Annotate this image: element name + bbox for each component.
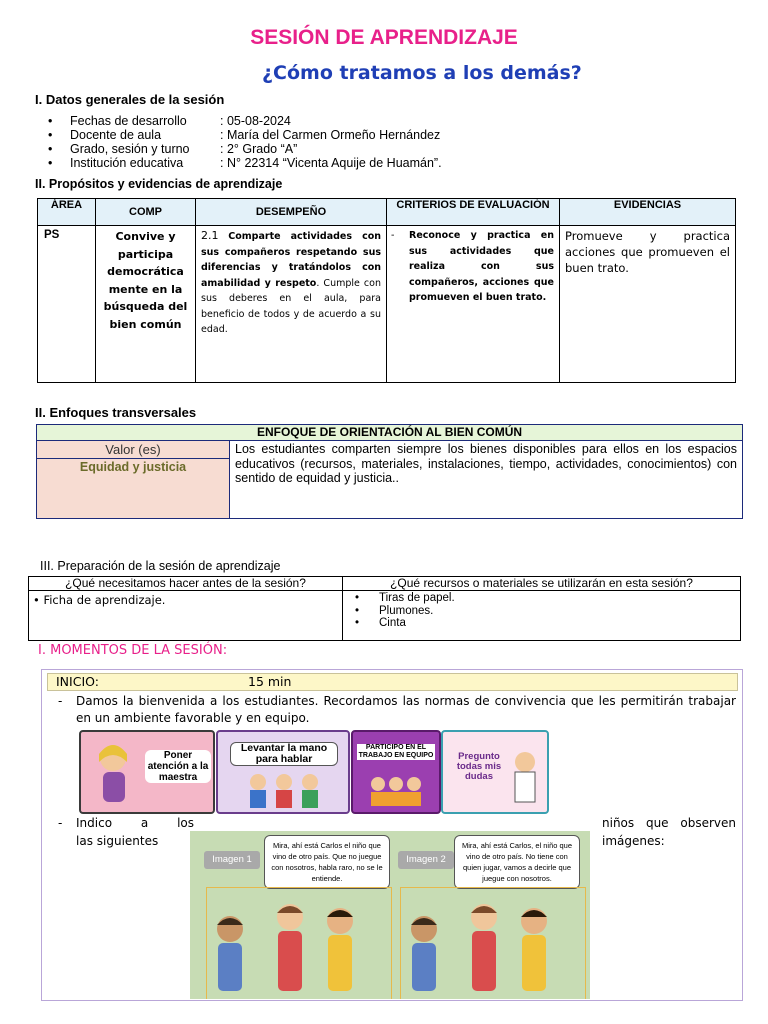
image2-label: Imagen 2 xyxy=(398,851,454,869)
list-item: • Tiras de papel. xyxy=(355,592,455,604)
valor-column xyxy=(37,441,230,518)
page-subtitle: ¿Cómo tratamos a los demás? xyxy=(262,62,582,84)
cell-comp: Convive y participa democrática mente en la búsqueda del bien común xyxy=(96,226,196,383)
general-data-list xyxy=(48,114,442,170)
list-item: • Grado, sesión y turno : 2° Grado “A” xyxy=(48,142,298,156)
norm-card-raise-hand xyxy=(216,730,350,814)
info-value: : N° 22314 “Vicenta Aquije de Huamán”. xyxy=(220,156,442,170)
info-value: : 2° Grado “A” xyxy=(220,142,298,156)
image1-label: Imagen 1 xyxy=(204,851,260,869)
section4-heading: III. Preparación de la sesión de aprendizaje xyxy=(40,559,281,573)
enfoque-title: ENFOQUE DE ORIENTACIÓN AL BIEN COMÚN xyxy=(37,425,742,441)
prep-before-item: Ficha de aprendizaje. xyxy=(43,593,166,607)
list-item: • Docente de aula : María del Carmen Ormeño Hernández xyxy=(48,128,441,142)
valor-label: Valor (es) xyxy=(37,441,229,459)
info-key: Institución educativa xyxy=(70,156,184,170)
list-item: • Plumones. xyxy=(355,604,434,617)
th-desempeno: DESEMPEÑO xyxy=(196,199,387,226)
page-title: SESIÓN DE APRENDIZAJE xyxy=(250,26,518,49)
observe-left-line1: Indico a los xyxy=(76,816,194,830)
desempeno-rest: . Cumple con sus deberes en el aula, para beneficio de todos y de acuerdo a su edad. xyxy=(201,277,381,335)
norm-card-attention xyxy=(79,730,215,814)
section2-heading: II. Propósitos y evidencias de aprendizaje xyxy=(35,177,283,191)
enfoque-table xyxy=(36,424,743,519)
th-evidencias: EVIDENCIAS xyxy=(560,199,736,226)
norm-text: Poner atención a la maestra xyxy=(145,750,211,783)
momentos-heading: I. MOMENTOS DE LA SESIÓN: xyxy=(38,643,228,658)
criterio-text: Reconoce y practica en sus actividades que realiza con sus compañeros, acciones que promueven el buen trato. xyxy=(409,230,554,303)
cell-evidencia: Promueve y practica acciones que promueven el buen trato. xyxy=(560,226,736,383)
comparison-image xyxy=(190,831,590,999)
list-item: • Institución educativa : N° 22314 “Vicenta Aquije de Huamán”. xyxy=(48,156,442,170)
prep-header-before: ¿Qué necesitamos hacer antes de la sesión? xyxy=(29,577,343,591)
inicio-time: 15 min xyxy=(248,674,292,689)
section1-heading: I. Datos generales de la sesión xyxy=(35,92,225,107)
purposes-table xyxy=(37,198,736,383)
inicio-bar xyxy=(47,673,738,691)
prep-before-cell: • Ficha de aprendizaje. xyxy=(29,591,343,641)
cell-desempeno xyxy=(196,226,387,383)
info-value: : María del Carmen Ormeño Hernández xyxy=(220,128,441,142)
norm-card-questions xyxy=(441,730,549,814)
norm-text: Pregunto todas mis dudas xyxy=(456,751,502,782)
paragraph-welcome: - Damos la bienvenida a los estudiantes. Recordamos las normas de convivencia que les permitirán trabajar en un ambiente favorable y en equipo. xyxy=(58,694,736,725)
observe-right-line2: imágenes: xyxy=(602,833,665,848)
speech-bubble-1: Mira, ahí está Carlos el niño que vino de otro país. Que no juegue con nosotros, habla raro, no se le entiende. xyxy=(264,835,390,889)
paragraph-observe-right xyxy=(602,815,736,850)
observe-left-line2: las siguientes xyxy=(76,833,159,848)
speech-bubble-2: Mira, ahí está Carlos, el niño que vino de otro país. No tiene con quien jugar, vamos a decirle que juegue con nosotros. xyxy=(454,835,580,889)
criterio-dash: - xyxy=(391,230,395,241)
cell-area: PS xyxy=(38,226,96,383)
th-comp: COMP xyxy=(96,199,196,226)
prep-resources-cell xyxy=(343,591,741,641)
section3-heading: II. Enfoques transversales xyxy=(35,405,197,420)
norm-text: PARTICIPO EN EL TRABAJO EN EQUIPO xyxy=(358,744,434,759)
list-item: • Fechas de desarrollo : 05-08-2024 xyxy=(48,114,291,128)
norm-text: Levantar la mano para hablar xyxy=(230,742,338,766)
th-criterios: CRITERIOS DE EVALUACIÓN xyxy=(387,199,560,226)
valor-value: Equidad y justicia xyxy=(37,459,229,518)
inicio-label: INICIO: xyxy=(56,674,99,689)
info-key: Grado, sesión y turno xyxy=(70,142,190,156)
desempeno-number: 2.1 xyxy=(201,229,219,242)
list-item: • Cinta xyxy=(355,617,406,629)
paragraph-observe-left: - Indico a los las siguientes xyxy=(58,815,194,850)
th-area: ÁREA xyxy=(38,199,96,226)
paragraph-welcome-text: Damos la bienvenida a los estudiantes. Recordamos las normas de convivencia que les permitirán trabajar en un ambiente favorable y en equipo. xyxy=(76,694,736,725)
children-scene-icon xyxy=(190,831,590,999)
info-value: : 05-08-2024 xyxy=(220,114,291,128)
observe-right-line1: niños que observen xyxy=(602,816,736,830)
cell-criterio xyxy=(387,226,560,383)
info-key: Fechas de desarrollo xyxy=(70,114,187,128)
preparation-table xyxy=(28,576,741,641)
info-key: Docente de aula xyxy=(70,128,162,142)
desempeno-bold: Comparte actividades con sus compañeros respetando sus diferencias y tratándolos con amabilidad y respeto xyxy=(201,231,381,289)
enfoque-description: Los estudiantes comparten siempre los bienes disponibles para ellos en los espacios educativos (recursos, materiales, instalaciones, tiempo, actividades, conocimientos) con sentido de equidad y justicia.. xyxy=(235,442,737,485)
momentos-box xyxy=(41,669,743,1001)
norm-card-teamwork xyxy=(351,730,441,814)
prep-header-resources: ¿Qué recursos o materiales se utilizarán en esta sesión? xyxy=(343,577,741,591)
